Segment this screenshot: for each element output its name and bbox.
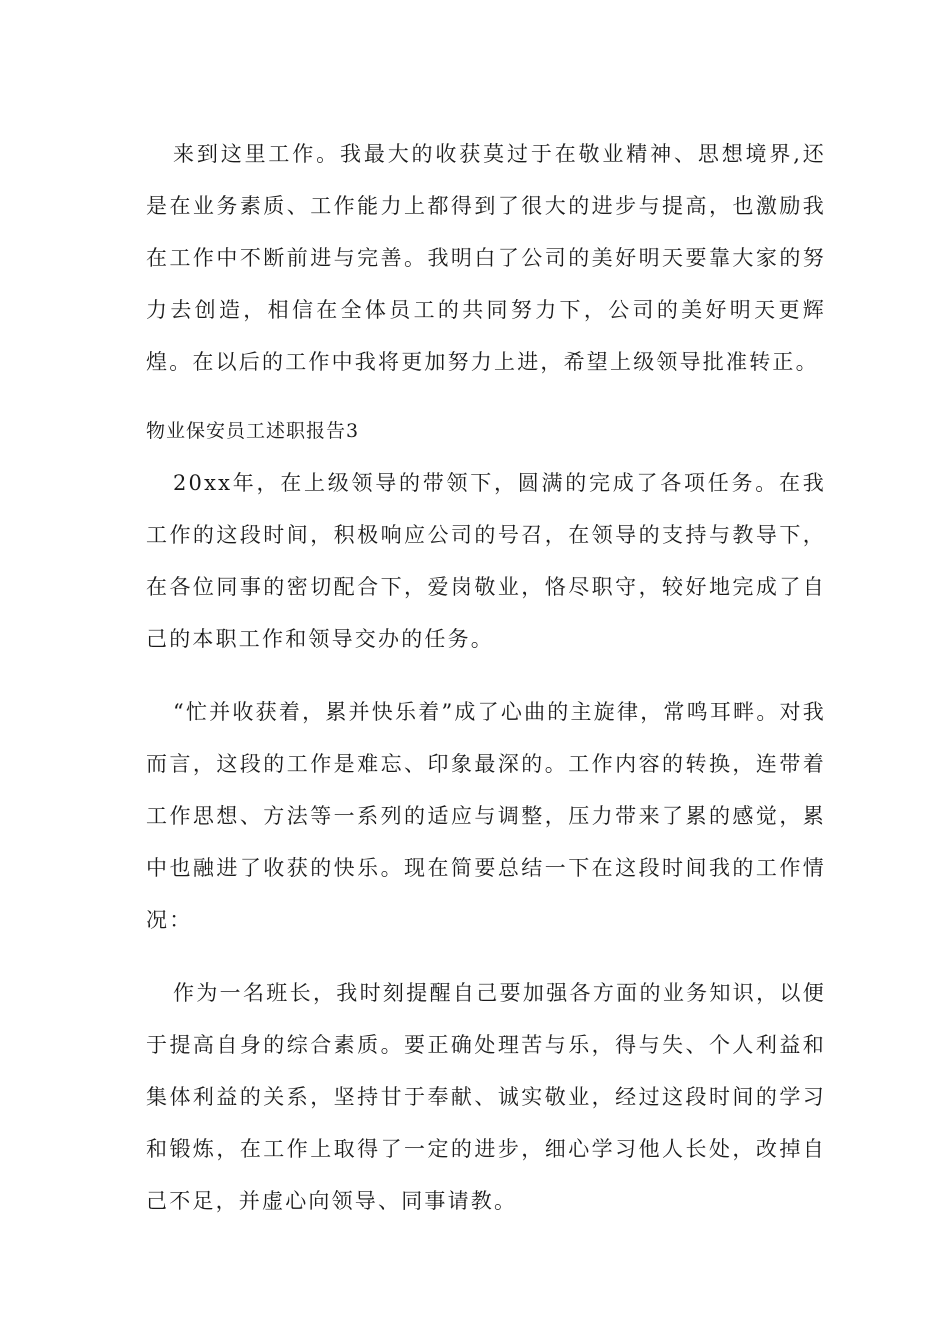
paragraph-work-gains: 来到这里工作。我最大的收获莫过于在敬业精神、思想境界,还是在业务素质、工作能力上都得到了很大的进步与提高，也激励我在工作中不断前进与完善。我明白了公司的美好明天要靠大家的努力去创造，相信在全体员工的共同努力下，公司的美好明天更辉煌。在以后的工作中我将更加努力上进，希望上级领导批准转正。: [146, 142, 826, 374]
document-body: [146, 128, 826, 1248]
paragraph-busy-and-happy: “忙并收获着，累并快乐着”成了心曲的主旋律，常鸣耳畔。对我而言，这段的工作是难忘、印象最深的。工作内容的转换，连带着工作思想、方法等一系列的适应与调整，压力带来了累的感觉，累中也融进了收获的快乐。现在简要总结一下在这段时间我的工作情况：: [146, 700, 826, 932]
paragraph-team-leader: 作为一名班长，我时刻提醒自己要加强各方面的业务知识，以便于提高自身的综合素质。要正确处理苦与乐，得与失、个人利益和集体利益的关系，坚持甘于奉献、诚实敬业，经过这段时间的学习和锻炼，在工作上取得了一定的进步，细心学习他人长处，改掉自己不足，并虚心向领导、同事请教。: [146, 981, 826, 1213]
section-heading: 物业保安员工述职报告3: [146, 420, 360, 442]
paragraph-year-summary: 20xx年，在上级领导的带领下，圆满的完成了各项任务。在我工作的这段时间，积极响应公司的号召，在领导的支持与教导下，在各位同事的密切配合下，爱岗敬业，恪尽职守，较好地完成了自己的本职工作和领导交办的任务。: [146, 471, 826, 651]
